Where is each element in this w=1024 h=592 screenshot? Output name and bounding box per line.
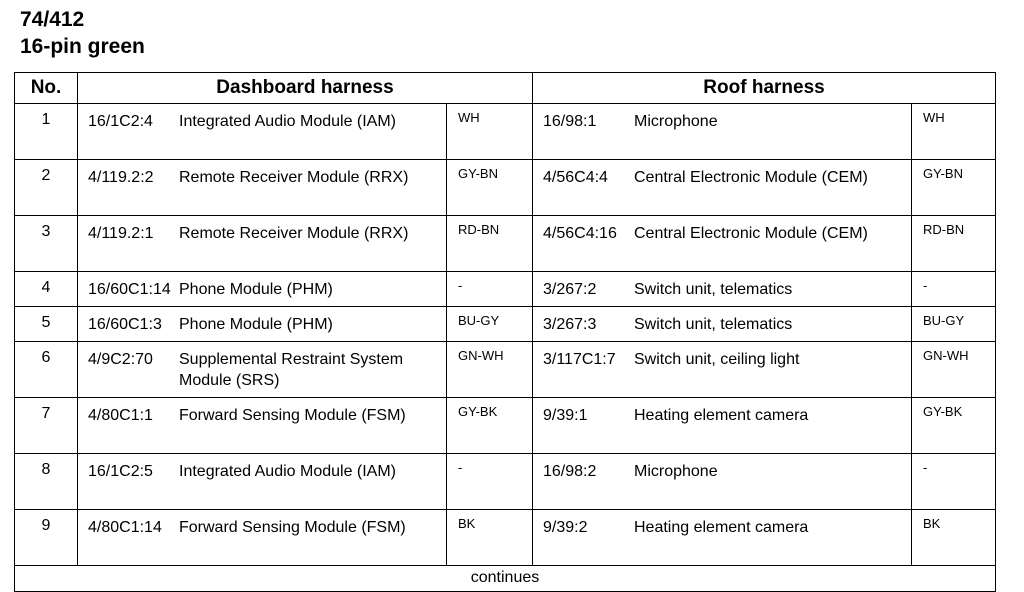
- dash-component: Phone Module (PHM): [179, 316, 333, 333]
- dash-wire-color: GY-BN: [447, 160, 533, 216]
- roof-component: Switch unit, telematics: [634, 316, 793, 333]
- roof-component: Switch unit, ceiling light: [634, 351, 800, 368]
- pin-number: 5: [15, 307, 78, 342]
- table-row: [15, 272, 996, 307]
- column-header-roof: Roof harness: [533, 73, 996, 104]
- dash-wire-color: BK: [447, 510, 533, 566]
- dash-wire-color: WH: [447, 104, 533, 160]
- roof-connector-pin: 4/56C4:4: [543, 169, 608, 186]
- continues-note: continues: [15, 566, 996, 592]
- roof-connector-pin: 3/117C1:7: [543, 351, 616, 368]
- dash-component: Supplemental Restraint System Module (SRS): [179, 351, 404, 389]
- table-row: [15, 510, 996, 566]
- table-row: [15, 104, 996, 160]
- roof-component: Heating element camera: [634, 519, 809, 536]
- pin-number: 3: [15, 216, 78, 272]
- dash-connector-pin: 16/60C1:14: [88, 281, 171, 298]
- pin-number: 8: [15, 454, 78, 510]
- connector-description: 16-pin green: [20, 35, 145, 58]
- pin-number: 9: [15, 510, 78, 566]
- dash-wire-color: GY-BK: [447, 398, 533, 454]
- roof-wire-color: BU-GY: [912, 307, 996, 342]
- pin-number: 1: [15, 104, 78, 160]
- table-row: [15, 160, 996, 216]
- dash-connector-pin: 16/60C1:3: [88, 316, 162, 333]
- roof-connector-pin: 16/98:1: [543, 113, 597, 130]
- roof-connector-pin: 9/39:2: [543, 519, 588, 536]
- roof-connector-pin: 3/267:2: [543, 281, 597, 298]
- dash-component: Integrated Audio Module (IAM): [179, 113, 397, 130]
- pin-number: 6: [15, 342, 78, 398]
- table-row: [15, 307, 996, 342]
- dash-component: Forward Sensing Module (FSM): [179, 519, 406, 536]
- roof-wire-color: GY-BK: [912, 398, 996, 454]
- dash-component: Remote Receiver Module (RRX): [179, 225, 409, 242]
- roof-wire-color: GY-BN: [912, 160, 996, 216]
- dash-connector-pin: 4/119.2:1: [88, 225, 154, 242]
- roof-wire-color: GN-WH: [912, 342, 996, 398]
- roof-component: Heating element camera: [634, 407, 809, 424]
- dash-connector-pin: 4/80C1:14: [88, 519, 162, 536]
- dash-connector-pin: 16/1C2:4: [88, 113, 153, 130]
- dash-connector-pin: 4/119.2:2: [88, 169, 154, 186]
- dash-wire-color: -: [447, 272, 533, 307]
- pin-number: 7: [15, 398, 78, 454]
- column-header-dashboard: Dashboard harness: [78, 73, 533, 104]
- roof-connector-pin: 3/267:3: [543, 316, 597, 333]
- dash-component: Remote Receiver Module (RRX): [179, 169, 409, 186]
- dash-connector-pin: 16/1C2:5: [88, 463, 153, 480]
- dash-wire-color: -: [447, 454, 533, 510]
- roof-wire-color: WH: [912, 104, 996, 160]
- dash-wire-color: GN-WH: [447, 342, 533, 398]
- roof-connector-pin: 4/56C4:16: [543, 225, 617, 242]
- roof-component: Microphone: [634, 113, 718, 130]
- roof-connector-pin: 16/98:2: [543, 463, 597, 480]
- dash-component: Phone Module (PHM): [179, 281, 333, 298]
- roof-component: Microphone: [634, 463, 718, 480]
- roof-wire-color: -: [912, 454, 996, 510]
- table-row: [15, 398, 996, 454]
- dash-connector-pin: 4/80C1:1: [88, 407, 153, 424]
- dash-component: Forward Sensing Module (FSM): [179, 407, 406, 424]
- table-header-row: [15, 73, 996, 104]
- table-row: [15, 216, 996, 272]
- roof-wire-color: BK: [912, 510, 996, 566]
- roof-connector-pin: 9/39:1: [543, 407, 588, 424]
- dash-wire-color: RD-BN: [447, 216, 533, 272]
- roof-component: Switch unit, telematics: [634, 281, 793, 298]
- roof-component: Central Electronic Module (CEM): [634, 169, 868, 186]
- dash-connector-pin: 4/9C2:70: [88, 351, 153, 368]
- dash-wire-color: BU-GY: [447, 307, 533, 342]
- pin-number: 2: [15, 160, 78, 216]
- table-row: [15, 454, 996, 510]
- table-row: [15, 342, 996, 398]
- connector-code: 74/412: [20, 8, 85, 31]
- dash-component: Integrated Audio Module (IAM): [179, 463, 397, 480]
- roof-wire-color: -: [912, 272, 996, 307]
- pinout-table: [14, 72, 996, 592]
- roof-wire-color: RD-BN: [912, 216, 996, 272]
- roof-component: Central Electronic Module (CEM): [634, 225, 868, 242]
- column-header-no: No.: [15, 73, 78, 104]
- pin-number: 4: [15, 272, 78, 307]
